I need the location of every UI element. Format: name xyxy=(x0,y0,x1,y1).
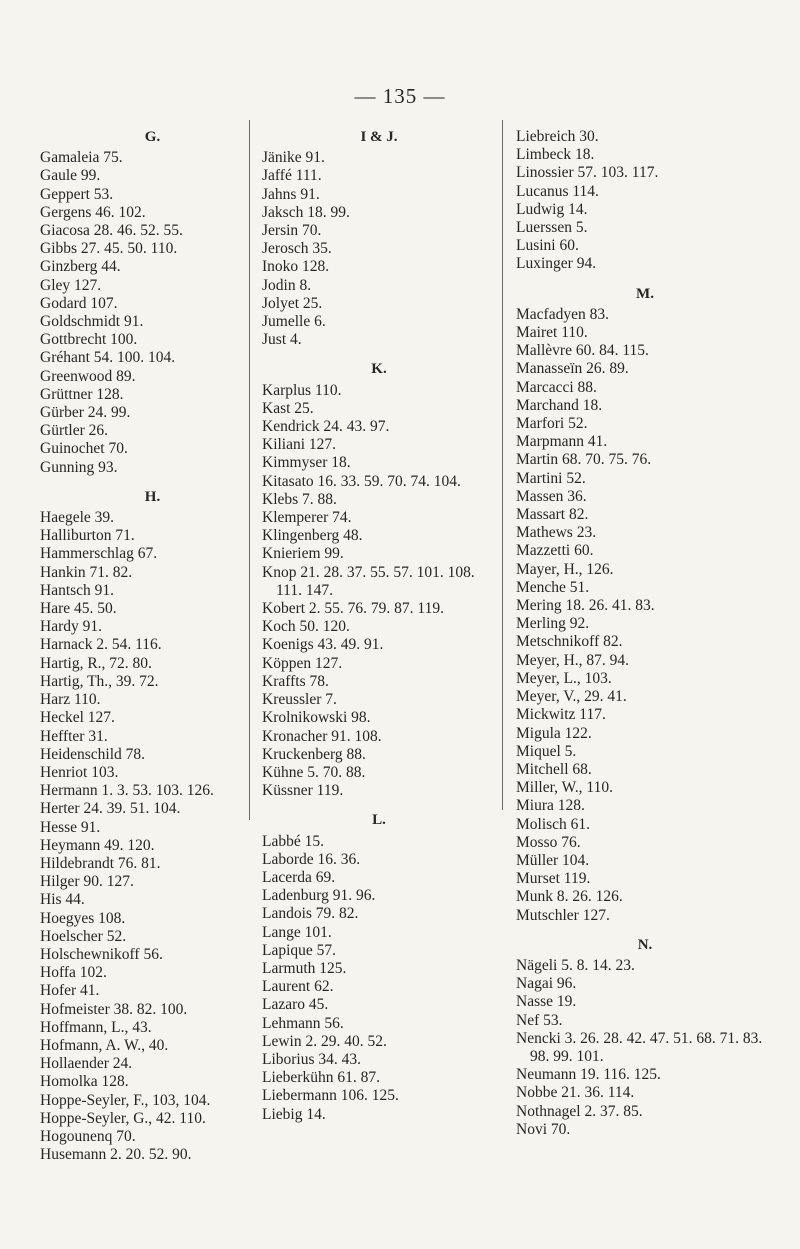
index-entry: Kronacher 91. 108. xyxy=(262,727,382,745)
index-entry: Massart 82. xyxy=(516,506,589,524)
index-entry: Mathews 23. xyxy=(516,524,597,542)
index-entry: Laurent 62. xyxy=(262,978,334,996)
index-entry: Munk 8. 26. 126. xyxy=(516,888,623,906)
index-column-1 xyxy=(40,128,265,1164)
index-entry: Jodin 8. xyxy=(262,276,312,294)
index-entry: Heymann 49. 120. xyxy=(40,836,155,854)
index-entry: Metschnikoff 82. xyxy=(516,633,623,651)
index-entry: Hofmann, A. W., 40. xyxy=(40,1036,169,1054)
index-entry: Grüttner 128. xyxy=(40,385,124,403)
index-entry: Geppert 53. xyxy=(40,185,114,203)
index-entry: Nasse 19. xyxy=(516,993,577,1011)
index-entry: Kendrick 24. 43. 97. xyxy=(262,418,390,436)
index-entry: Larmuth 125. xyxy=(262,959,347,977)
index-entry: Krolnikowski 98. xyxy=(262,709,371,727)
index-entry: Küssner 119. xyxy=(262,782,344,800)
index-entry: Hartig, R., 72. 80. xyxy=(40,654,152,672)
index-entry: Marfori 52. xyxy=(516,415,588,433)
index-entry: Martin 68. 70. 75. 76. xyxy=(516,451,652,469)
index-entry: Labbé 15. xyxy=(262,832,324,850)
index-entry: Linossier 57. 103. 117. xyxy=(516,164,659,182)
section-heading: G. xyxy=(144,129,161,145)
index-entry: Mosso 76. xyxy=(516,833,581,851)
index-entry: Jaksch 18. 99. xyxy=(262,203,350,221)
index-entry: Ginzberg 44. xyxy=(40,258,121,276)
index-entry: Homolka 128. xyxy=(40,1073,129,1091)
index-entry: Heffter 31. xyxy=(40,727,108,745)
index-entry: Gréhant 54. 100. 104. xyxy=(40,349,176,367)
index-entry: Hoppe-Seyler, G., 42. 110. xyxy=(40,1109,206,1127)
index-entry: Hoegyes 108. xyxy=(40,909,126,927)
index-entry: Nef 53. xyxy=(516,1011,563,1029)
index-entry: Gamaleia 75. xyxy=(40,149,123,167)
index-entry: Meyer, H., 87. 94. xyxy=(516,651,630,669)
index-entry: Ladenburg 91. 96. xyxy=(262,887,376,905)
index-entry: Henriot 103. xyxy=(40,763,119,781)
index-entry: Gottbrecht 100. xyxy=(40,331,138,349)
index-entry: Ludwig 14. xyxy=(516,200,588,218)
index-entry: Lusini 60. xyxy=(516,237,579,255)
index-entry: Luerssen 5. xyxy=(516,219,588,237)
index-entry: Gley 127. xyxy=(40,276,102,294)
index-entry: Hofer 41. xyxy=(40,982,100,1000)
index-entry: Kast 25. xyxy=(262,399,314,417)
index-entry: Gaule 99. xyxy=(40,167,101,185)
index-entry: Migula 122. xyxy=(516,724,592,742)
page-number: — 135 — xyxy=(354,84,446,108)
index-entry: Massen 36. xyxy=(516,487,587,505)
index-entry: Köppen 127. xyxy=(262,654,343,672)
index-entry: Klemperer 74. xyxy=(262,509,352,527)
index-column-3 xyxy=(516,128,774,1139)
index-entry: Halliburton 71. xyxy=(40,527,135,545)
index-entry: Macfadyen 83. xyxy=(516,305,609,323)
index-entry: Miller, W., 110. xyxy=(516,779,613,797)
index-entry: Goldschmidt 91. xyxy=(40,313,144,331)
index-entry: Hildebrandt 76. 81. xyxy=(40,854,161,872)
index-entry: Holschewnikoff 56. xyxy=(40,945,163,963)
index-entry: Neumann 19. 116. 125. xyxy=(516,1066,661,1084)
index-entry: Mering 18. 26. 41. 83. xyxy=(516,597,655,615)
index-entry: Mallèvre 60. 84. 115. xyxy=(516,342,649,360)
index-entry: Novi 70. xyxy=(516,1120,571,1138)
index-entry: Gibbs 27. 45. 50. 110. xyxy=(40,240,178,258)
index-entry: Mayer, H., 126. xyxy=(516,560,614,578)
index-entry: Marchand 18. xyxy=(516,396,603,414)
index-entry: Hoffmann, L., 43. xyxy=(40,1018,152,1036)
index-column-2 xyxy=(262,128,496,1124)
index-entry: Hoppe-Seyler, F., 103, 104. xyxy=(40,1091,211,1109)
index-entry: Liebig 14. xyxy=(262,1105,326,1123)
index-entry: Meyer, L., 103. xyxy=(516,669,612,687)
index-entry: Klebs 7. 88. xyxy=(262,490,337,508)
index-entry: Jerosch 35. xyxy=(262,240,332,258)
index-entry: Liborius 34. 43. xyxy=(262,1050,362,1068)
index-entry: Harz 110. xyxy=(40,691,101,709)
index-entry: Miura 128. xyxy=(516,797,585,815)
index-entry: Hardy 91. xyxy=(40,618,102,636)
index-entry: Greenwood 89. xyxy=(40,367,136,385)
index-entry: Mickwitz 117. xyxy=(516,706,606,724)
index-entry: Nagai 96. xyxy=(516,975,577,993)
index-entry: Meyer, V., 29. 41. xyxy=(516,688,627,706)
index-entry: Miquel 5. xyxy=(516,742,577,760)
index-entry: Heidenschild 78. xyxy=(40,745,146,763)
section-heading: M. xyxy=(636,285,654,302)
index-entry: Luxinger 94. xyxy=(516,255,597,273)
index-entry: Kruckenberg 88. xyxy=(262,745,366,763)
index-entry: Godard 107. xyxy=(40,294,118,312)
index-entry: Lewin 2. 29. 40. 52. xyxy=(262,1032,387,1050)
index-entry: Hollaender 24. xyxy=(40,1055,133,1073)
index-entry: Haegele 39. xyxy=(40,509,115,527)
index-entry: Harnack 2. 54. 116. xyxy=(40,636,162,654)
index-entry: Müller 104. xyxy=(516,851,590,869)
index-entry: Kraffts 78. xyxy=(262,672,329,690)
index-entry: Koenigs 43. 49. 91. xyxy=(262,636,384,654)
index-entry: Nencki 3. 26. 28. 42. 47. 51. 68. 71. 83. 98. 99. 101. xyxy=(516,1029,763,1065)
index-entry: Giacosa 28. 46. 52. 55. xyxy=(40,222,183,240)
index-entry: Hofmeister 38. 82. 100. xyxy=(40,1000,188,1018)
index-entry: Liebreich 30. xyxy=(516,128,599,145)
section-heading: N. xyxy=(637,936,653,953)
index-entry: Lehmann 56. xyxy=(262,1014,344,1032)
index-entry: Kobert 2. 55. 76. 79. 87. 119. xyxy=(262,600,444,618)
index-entry: Hare 45. 50. xyxy=(40,600,117,618)
index-entry: Lazaro 45. xyxy=(262,996,329,1014)
section-heading: L. xyxy=(372,812,386,829)
index-entry: Just 4. xyxy=(262,331,302,349)
index-entry: Jahns 91. xyxy=(262,185,320,203)
section-heading: K. xyxy=(371,361,387,378)
index-entry: Marcacci 88. xyxy=(516,378,597,396)
index-entry: Gürber 24. 99. xyxy=(40,404,131,422)
index-entry: Martini 52. xyxy=(516,469,586,487)
index-entry: Hammerschlag 67. xyxy=(40,545,158,563)
index-entry: Murset 119. xyxy=(516,870,591,888)
index-entry: Lieberkühn 61. 87. xyxy=(262,1069,380,1087)
index-entry: Lapique 57. xyxy=(262,941,337,959)
index-entry: His 44. xyxy=(40,891,85,909)
index-entry: Mazzetti 60. xyxy=(516,542,594,560)
index-entry: Hoffa 102. xyxy=(40,964,107,982)
index-entry: Gergens 46. 102. xyxy=(40,203,146,221)
index-entry: Knop 21. 28. 37. 55. 57. 101. 108. 111. 147. xyxy=(262,563,475,599)
index-entry: Gunning 93. xyxy=(40,458,118,476)
index-entry: Hartig, Th., 39. 72. xyxy=(40,672,159,690)
index-entry: Lange 101. xyxy=(262,923,332,941)
index-entry: Koch 50. 120. xyxy=(262,618,350,636)
index-entry: Jolyet 25. xyxy=(262,294,323,312)
index-entry: Lacerda 69. xyxy=(262,868,336,886)
index-entry: Nägeli 5. 8. 14. 23. xyxy=(516,956,635,974)
section-heading: H. xyxy=(144,488,161,505)
index-entry: Kreussler 7. xyxy=(262,691,337,709)
index-entry: Hantsch 91. xyxy=(40,581,115,599)
index-entry: Merling 92. xyxy=(516,615,590,633)
index-entry: Gürtler 26. xyxy=(40,422,109,440)
section-heading: I & J. xyxy=(360,129,398,145)
index-entry: Guinochet 70. xyxy=(40,440,128,458)
index-entry: Hogounenq 70. xyxy=(40,1127,136,1145)
index-entry: Nobbe 21. 36. 114. xyxy=(516,1084,635,1102)
index-entry: Hermann 1. 3. 53. 103. 126. xyxy=(40,782,214,800)
index-entry: Marpmann 41. xyxy=(516,433,608,451)
index-entry: Hankin 71. 82. xyxy=(40,563,133,581)
index-entry: Hilger 90. 127. xyxy=(40,873,134,891)
index-entry: Kitasato 16. 33. 59. 70. 74. 104. xyxy=(262,472,461,490)
index-entry: Inoko 128. xyxy=(262,258,330,276)
index-entry: Landois 79. 82. xyxy=(262,905,359,923)
column-divider xyxy=(502,120,503,810)
index-entry: Molisch 61. xyxy=(516,815,591,833)
index-entry: Lucanus 114. xyxy=(516,182,599,200)
index-entry: Kiliani 127. xyxy=(262,436,337,454)
index-entry: Nothnagel 2. 37. 85. xyxy=(516,1102,643,1120)
index-entry: Karplus 110. xyxy=(262,381,342,399)
index-entry: Hesse 91. xyxy=(40,818,101,836)
index-entry: Jaffé 111. xyxy=(262,167,322,185)
index-entry: Limbeck 18. xyxy=(516,146,595,164)
index-entry: Kühne 5. 70. 88. xyxy=(262,763,366,781)
index-entry: Jersin 70. xyxy=(262,222,322,240)
index-entry: Liebermann 106. 125. xyxy=(262,1087,399,1105)
index-entry: Mairet 110. xyxy=(516,324,588,342)
index-entry: Manasseïn 26. 89. xyxy=(516,360,629,378)
index-entry: Mutschler 127. xyxy=(516,906,610,924)
index-entry: Klingenberg 48. xyxy=(262,527,363,545)
index-entry: Husemann 2. 20. 52. 90. xyxy=(40,1146,192,1164)
index-entry: Knieriem 99. xyxy=(262,545,344,563)
index-entry: Heckel 127. xyxy=(40,709,115,727)
index-entry: Kimmyser 18. xyxy=(262,454,351,472)
index-entry: Mitchell 68. xyxy=(516,760,592,778)
index-entry: Herter 24. 39. 51. 104. xyxy=(40,800,181,818)
index-entry: Hoelscher 52. xyxy=(40,927,127,945)
index-entry: Jumelle 6. xyxy=(262,313,326,331)
index-entry: Laborde 16. 36. xyxy=(262,850,361,868)
index-entry: Jänike 91. xyxy=(262,149,325,167)
index-entry: Menche 51. xyxy=(516,578,590,596)
